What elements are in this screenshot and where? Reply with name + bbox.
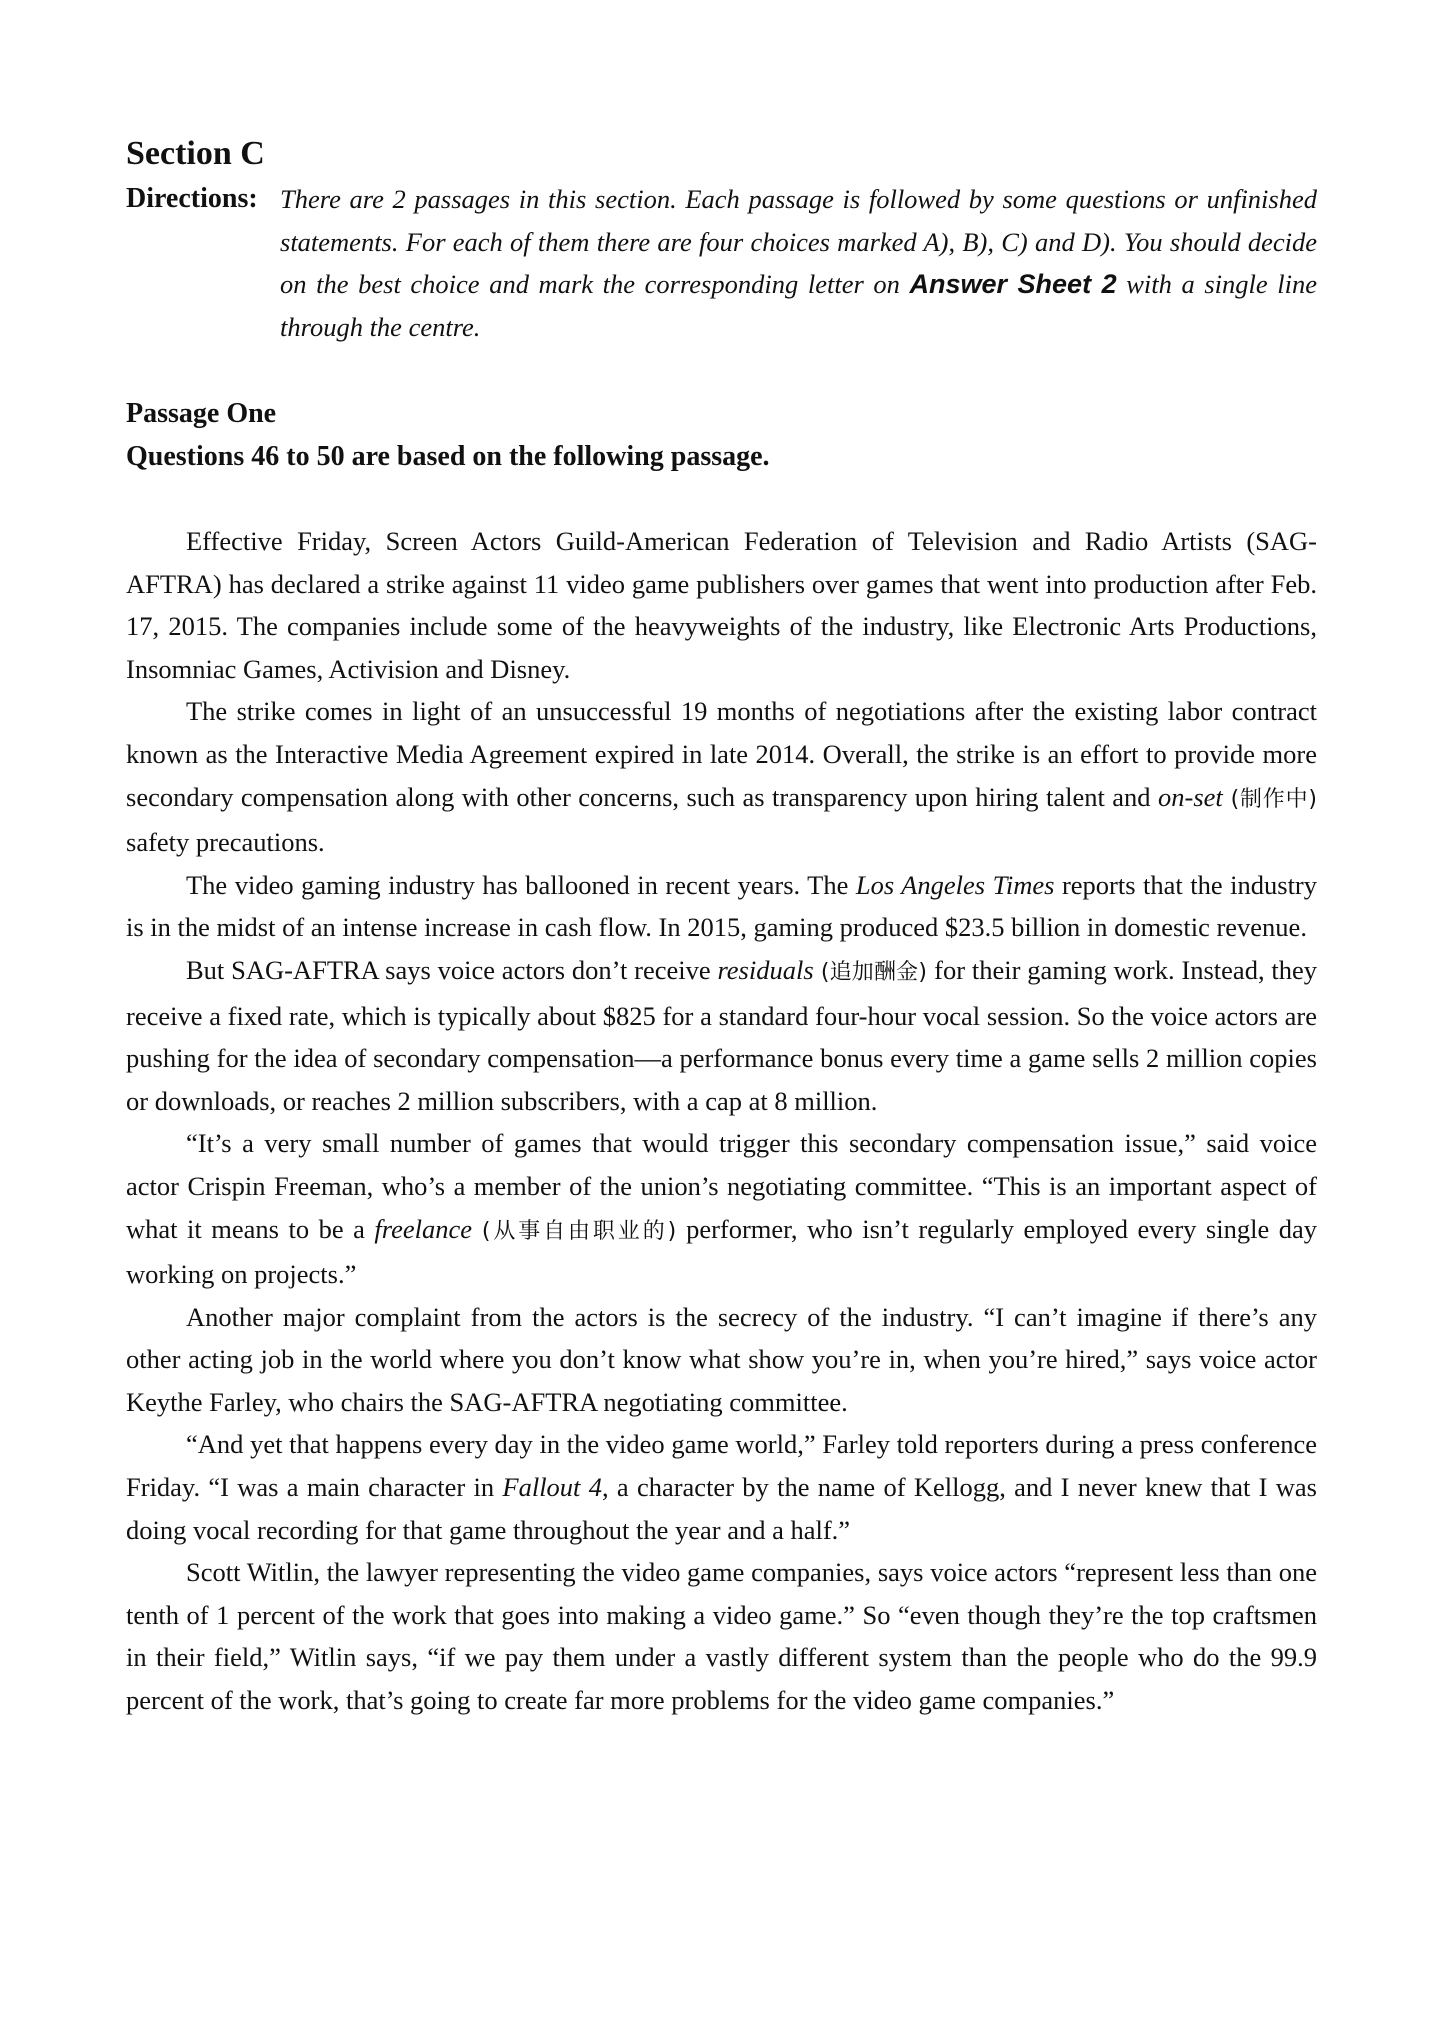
directions-label: Directions: xyxy=(126,183,258,214)
paragraph-7 xyxy=(126,1423,1317,1551)
gloss-on-set: (制作中) xyxy=(1222,786,1317,812)
paragraph-5-text-a: “It’s a very small number of games that would trigger this secondary compensation issue,” said voice actor Crispin Freeman, who’s a member of the union’s negotiating committee. “This is an important aspect of what it means to be a xyxy=(126,1128,1317,1244)
passage-title: Passage One xyxy=(126,398,277,429)
paragraph-7-text-a: “And yet that happens every day in the video game world,” Farley told reporters during a press conference Friday. “I was a main character in xyxy=(126,1429,1317,1503)
directions-text-part-2: with a single line through the centre. xyxy=(280,269,1318,342)
paragraph-2-text-b: safety precautions. xyxy=(126,827,325,858)
directions-text xyxy=(280,178,1317,348)
term-freelance: freelance xyxy=(374,1213,473,1244)
paragraph-5-text-b: performer, who isn’t regularly employed every single day working on projects.” xyxy=(126,1213,1317,1290)
term-on-set: on-set xyxy=(1158,781,1223,812)
term-residuals: residuals xyxy=(717,954,814,985)
paragraph-4-text-b: for their gaming work. Instead, they receive a fixed rate, which is typically about $825 for a standard four-hour vocal session. So the voice actors are pushing for the idea of secondary compensation—a performance bonus every time a game sells 2 million copies or downloads, or reaches 2 million subscribers, with a cap at 8 million. xyxy=(126,954,1318,1116)
answer-sheet-label: Answer Sheet 2 xyxy=(909,269,1117,299)
paragraph-8: Scott Witlin, the lawyer representing the video game companies, says voice actors “represent less than one tenth of 1 percent of the work that goes into making a video game.” So “even though they’re the top craftsmen in their field,” Witlin says, “if we pay them under a vastly different system than the people who do the 99.9 percent of the work, that’s going to create far more problems for the video game companies.” xyxy=(126,1557,1317,1716)
paragraph-4-text-a: But SAG-AFTRA says voice actors don’t receive xyxy=(186,954,718,985)
paragraph-7-text-b: , a character by the name of Kellogg, and I never knew that I was doing vocal recording for that game throughout the year and a half.” xyxy=(126,1472,1317,1545)
gloss-residuals: (追加酬金) xyxy=(813,959,935,985)
paragraph-2 xyxy=(126,690,1317,863)
paragraph-1: Effective Friday, Screen Actors Guild-American Federation of Television and Radio Artists (SAG-AFTRA) has declared a strike against 11 video game publishers over games that went into production after Feb. 17, 2015. The companies include some of the heavyweights of the industry, like Electronic Arts Productions, Insomniac Games, Activision and Disney. xyxy=(126,526,1317,684)
passage-body xyxy=(126,520,1317,1722)
paragraph-6: Another major complaint from the actors is the secrecy of the industry. “I can’t imagine if there’s any other acting job in the world where you don’t know what show you’re in, when you’re hired,” says voice actor Keythe Farley, who chairs the SAG-AFTRA negotiating committee. xyxy=(126,1301,1317,1417)
paragraph-2-text-a: The strike comes in light of an unsuccessful 19 months of negotiations after the existing labor contract known as the Interactive Media Agreement expired in late 2014. Overall, the strike is an effort to provide more secondary compensation along with other concerns, such as transparency upon hiring talent and xyxy=(126,696,1317,812)
passage-subtitle: Questions 46 to 50 are based on the following passage. xyxy=(126,441,770,472)
paragraph-3 xyxy=(126,864,1317,949)
gloss-freelance: (从事自由职业的) xyxy=(472,1218,687,1244)
directions-text-part-1: There are 2 passages in this section. Each passage is followed by some questions or unfinished statements. For each of them there are four choices marked A), B), C) and D). You should decide on the best choice and mark the corresponding letter on xyxy=(280,184,1317,299)
paragraph-3-text-b: reports that the industry is in the midst of an intense increase in cash flow. In 2015, gaming produced $23.5 billion in domestic revenue. xyxy=(126,869,1318,943)
paragraph-3-text-a: The video gaming industry has ballooned in recent years. The xyxy=(186,869,856,900)
paragraph-4 xyxy=(126,949,1317,1122)
paragraph-5 xyxy=(126,1122,1317,1295)
section-title: Section C xyxy=(126,135,265,172)
game-title: Fallout 4 xyxy=(502,1472,602,1503)
source-name: Los Angeles Times xyxy=(855,869,1055,900)
